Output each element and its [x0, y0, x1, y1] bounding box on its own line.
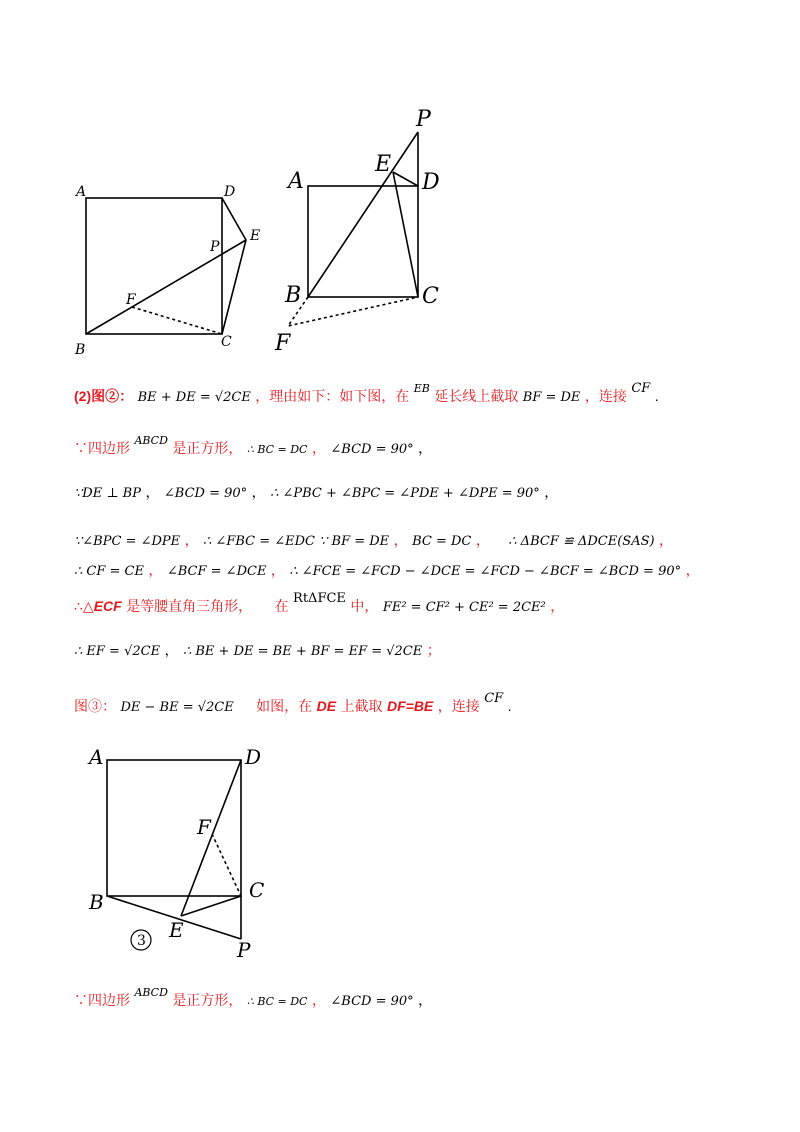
figure-2-label-e: E: [375, 152, 392, 177]
formula-eb: EB: [413, 382, 430, 395]
formula-de-perp-bp: ∵DE ⊥ BP: [74, 486, 141, 501]
formula-abcd: ABCD: [134, 434, 168, 447]
text-comma: ，: [550, 598, 565, 614]
text-comma: ，: [685, 562, 700, 578]
text-comma: ，: [544, 484, 559, 500]
formula-fbc-edc: ∴ ∠FBC = ∠EDC ∵ BF = DE: [203, 534, 390, 549]
text-comma: ，: [311, 992, 326, 1008]
figure-1-label-p: P: [210, 239, 220, 255]
formula-bc-dc: ∴ BC = DC: [246, 995, 308, 1008]
text-connect: ，连接: [437, 698, 480, 714]
text-extend: 延长线上截取: [434, 388, 519, 404]
text-connect: ，连接: [584, 388, 627, 404]
figure-3-label-a: A: [89, 745, 104, 769]
text-isosceles-right: 是等腰直角三角形，: [126, 598, 253, 614]
text-semicolon: ；: [426, 642, 441, 658]
text-period: .: [654, 388, 659, 404]
text-comma: ，: [418, 440, 433, 456]
text-in: 在: [274, 598, 289, 614]
figure-2-label-f: F: [275, 331, 291, 356]
formula-de-minus-be: DE − BE = √2CE: [120, 700, 234, 715]
part-3-prefix: 图③：: [74, 698, 116, 714]
figure-3-dotted-fc: [212, 834, 241, 896]
text-comma: ，: [148, 562, 163, 578]
text-de: DE: [316, 698, 337, 714]
text-is-square: 是正方形，: [172, 440, 243, 456]
figure-1-label-e: E: [250, 228, 261, 244]
formula-bc-dc: ∴ BC = DC: [246, 443, 308, 456]
text-since-quad: ∵四边形: [74, 992, 130, 1008]
text-since-quad: ∵四边形: [74, 440, 130, 456]
text-comma: ，: [270, 562, 285, 578]
text-cut-on: 上截取: [340, 698, 383, 714]
formula-be-plus-de: BE + DE = √2CE: [137, 390, 251, 405]
formula-pythagoras: FE² = CF² + CE² = 2CE²: [382, 600, 546, 615]
text-comma: ，: [184, 532, 199, 548]
figure-2-label-b: B: [285, 283, 302, 308]
text-comma: ，: [251, 484, 266, 500]
formula-cf: CF: [631, 381, 651, 396]
text-comma: ，: [418, 992, 433, 1008]
figure-3-label-f: F: [197, 815, 211, 839]
figure-2-label-p: P: [416, 107, 431, 132]
formula-bcd-90: ∠BCD = 90°: [163, 486, 248, 501]
formula-abcd: ABCD: [134, 986, 168, 999]
formula-ef: ∴ EF = √2CE: [74, 644, 161, 659]
formula-fce-90: ∴ ∠FCE = ∠FCD − ∠DCE = ∠FCD − ∠BCF = ∠BCD = 90°: [289, 564, 682, 579]
formula-bcd-90: ∠BCD = 90°: [330, 994, 414, 1009]
text-comma: ，: [393, 532, 408, 548]
figure-3-label-p: P: [237, 938, 251, 962]
formula-angle-sum: ∴ ∠PBC + ∠BPC = ∠PDE + ∠DPE = 90°: [270, 486, 540, 501]
text-as-figure: 如图，在: [256, 698, 313, 714]
part-2-prefix: (2)图②：: [74, 388, 134, 404]
figure-3-label-c: C: [249, 878, 265, 902]
solution-line-9: [74, 986, 433, 1010]
text-ecf: ECF: [93, 598, 122, 614]
formula-bpc-dpe: ∵∠BPC = ∠DPE: [74, 534, 181, 549]
formula-cf-ce: ∴ CF = CE: [74, 564, 144, 579]
formula-congruent: ∴ ΔBCF ≌ ΔDCE(SAS): [508, 534, 655, 549]
figure-3-label-e: E: [169, 918, 184, 942]
figure-3-label-b: B: [89, 890, 104, 914]
figure-3-label-d: D: [245, 745, 262, 769]
formula-bcd-90: ∠BCD = 90°: [330, 442, 414, 457]
formula-bc-dc: BC = DC: [412, 534, 472, 549]
text-comma: ，: [145, 484, 160, 500]
text-comma: ，: [475, 532, 490, 548]
text-reason: ，理由如下：如下图，在: [255, 388, 410, 404]
figure-2-label-c: C: [422, 284, 439, 309]
text-period: .: [507, 698, 512, 714]
text-middle: 中，: [350, 598, 379, 614]
figure-3-line-de: [181, 760, 241, 916]
text-df-be: DF=BE: [386, 698, 434, 714]
figure-2-label-a: A: [288, 169, 304, 194]
formula-rt-fce: RtΔFCE: [293, 591, 346, 606]
figure-2-label-d: D: [422, 170, 440, 195]
figure-3-number-3: 3: [137, 933, 146, 949]
figure-1-label-a: A: [76, 184, 87, 200]
text-comma: ，: [311, 440, 326, 456]
text-is-square: 是正方形，: [172, 992, 243, 1008]
figure-1-label-d: D: [224, 184, 236, 200]
figure-1-label-f: F: [126, 292, 136, 308]
formula-conclusion: ∴ BE + DE = BE + BF = EF = √2CE: [182, 644, 423, 659]
formula-bcf-dce: ∠BCF = ∠DCE: [166, 564, 267, 579]
formula-bf-de: BF = DE: [522, 390, 581, 405]
text-comma: ，: [164, 642, 179, 658]
figure-3-line-ec: [181, 896, 241, 916]
figure-1-label-c: C: [221, 334, 232, 350]
figure-1-label-b: B: [75, 342, 86, 358]
figure-3-square: [107, 760, 241, 896]
formula-cf: CF: [484, 691, 504, 706]
text-comma: ，: [659, 532, 674, 548]
text-therefore-triangle: ∴△: [74, 598, 94, 614]
